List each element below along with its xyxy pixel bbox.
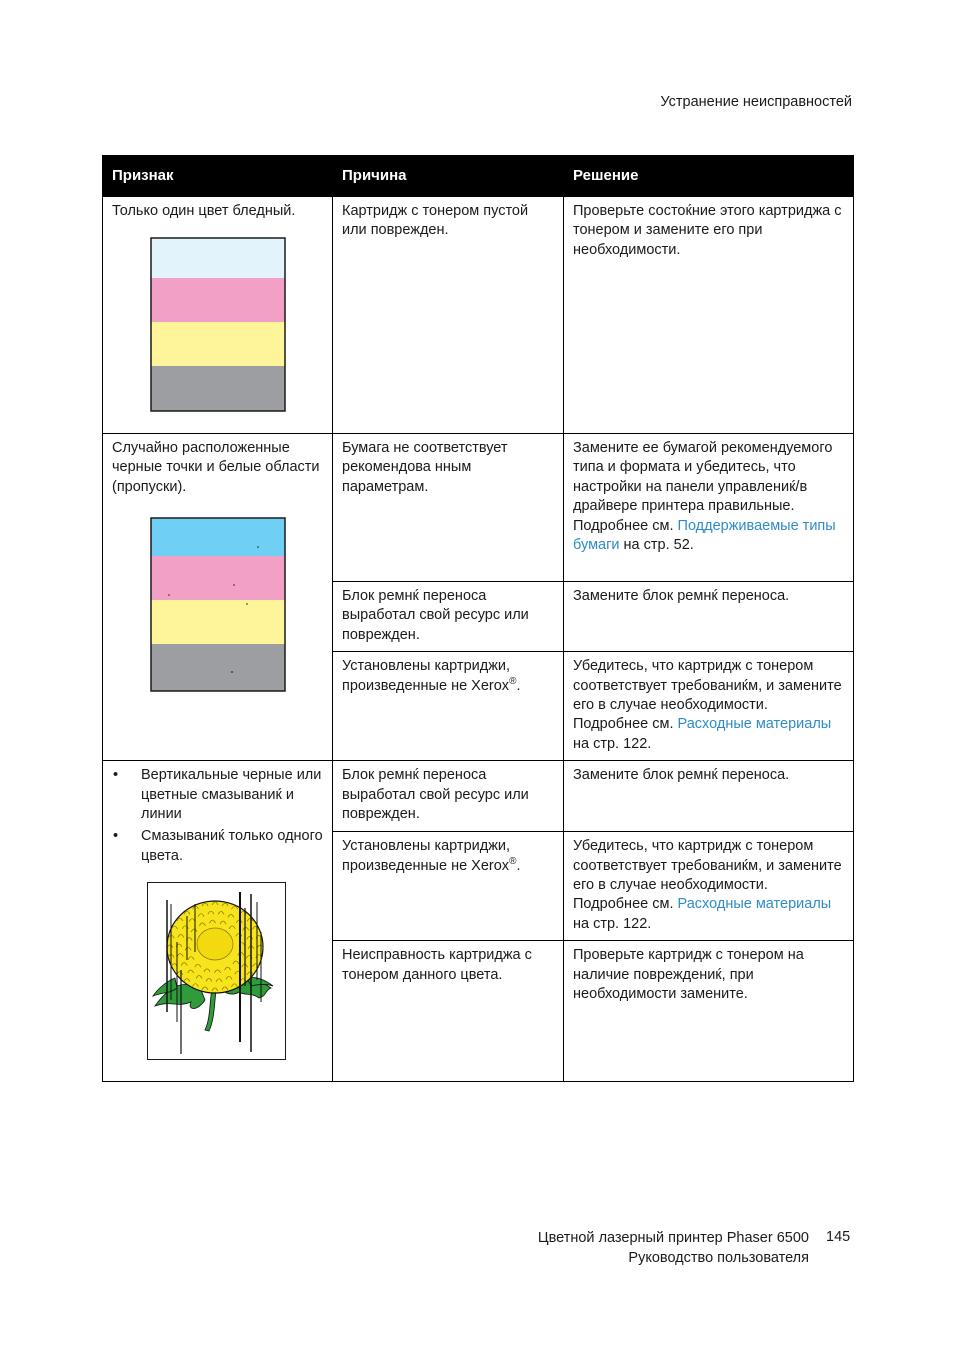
cause-cell: Бумага не соответствует рекомендова нным параметрам. <box>333 434 564 582</box>
solution-text: Убедитесь, что картридж с тонером соответствует требованиќм, и замените его в случае необходимости. Подробнее см. <box>573 658 842 733</box>
page-number: 145 <box>826 1229 851 1245</box>
streaked-flower-sample <box>147 882 287 1061</box>
footer-product: Цветной лазерный принтер Phaser 6500 <box>537 1230 809 1246</box>
page-footer <box>538 1228 809 1268</box>
cause-text: Установлены картриджи, произведенные не Xerox <box>342 838 511 874</box>
solution-cell: Замените блок ремнќ переноса. <box>564 761 854 832</box>
symptom-cell <box>103 434 333 761</box>
faded-color-sample <box>150 237 287 412</box>
registered-mark: ® <box>509 675 517 687</box>
cause-cell <box>333 832 564 941</box>
yellow-band <box>151 322 285 366</box>
table-row <box>103 197 854 434</box>
solution-cell <box>564 434 854 582</box>
cyan-band <box>151 518 285 556</box>
solution-text-tail: на стр. 122. <box>573 735 652 752</box>
magenta-band <box>151 278 285 322</box>
solution-text: Замените ее бумагой рекомендуемого типа и формата и убедитесь, что настройки на панели управлениќ/в драйвере принтера правильные. Подробнее см. <box>573 440 833 534</box>
yellow-band <box>151 600 285 644</box>
table-row <box>103 761 854 832</box>
solution-cell: Замените блок ремнќ переноса. <box>564 582 854 652</box>
cause-cell: Блок ремнќ переноса выработал свой ресурс или поврежден. <box>333 761 564 832</box>
solution-cell <box>564 832 854 941</box>
running-header: Устранение неисправностей <box>660 94 852 110</box>
symptom-cell <box>103 761 333 1082</box>
table-row <box>103 434 854 582</box>
spots-color-sample <box>150 517 287 692</box>
column-header-solution: Решение <box>564 156 854 197</box>
symptom-bullets <box>112 766 323 866</box>
registered-mark: ® <box>509 855 517 867</box>
solution-text: Убедитесь, что картридж с тонером соответствует требованиќм, и замените его в случае необходимости. Подробнее см. <box>573 838 842 913</box>
cause-text: Установлены картриджи, произведенные не Xerox <box>342 658 511 694</box>
troubleshooting-table <box>102 155 854 1082</box>
symptom-cell <box>103 197 333 434</box>
gray-band <box>151 366 285 411</box>
cyan-band <box>151 238 285 278</box>
cause-cell: Блок ремнќ переноса выработал свой ресурс или поврежден. <box>333 582 564 652</box>
solution-cell: Проверьте картридж с тонером на наличие повреждениќ, при необходимости замените. <box>564 941 854 1082</box>
solution-text-tail: на стр. 52. <box>619 537 694 554</box>
footer-guide: Руководство пользователя <box>628 1250 809 1266</box>
cause-cell: Картридж с тонером пустой или поврежден. <box>333 197 564 434</box>
symptom-text: Только один цвет бледный. <box>112 203 296 219</box>
solution-cell <box>564 652 854 761</box>
symptom-bullet: • Вертикальные черные или цветные смазываниќ и линии <box>112 766 323 824</box>
cause-cell: Неисправность картриджа с тонером данного цвета. <box>333 941 564 1082</box>
symptom-text: Случайно расположенные черные точки и белые области (пропуски). <box>112 440 320 495</box>
cause-cell <box>333 652 564 761</box>
cause-text-tail: . <box>516 857 521 874</box>
paper-types-link[interactable]: Поддерживаемые типы бумаги <box>573 517 836 554</box>
solution-text-tail: на стр. 122. <box>573 915 652 932</box>
solution-cell: Проверьте состоќние этого картриджа с тонером и замените его при необходимости. <box>564 197 854 434</box>
table-header-row <box>103 156 854 197</box>
cause-text-tail: . <box>516 677 521 694</box>
gray-band <box>151 644 285 691</box>
column-header-symptom: Признак <box>103 156 333 197</box>
supplies-link[interactable]: Расходные материалы <box>677 716 832 733</box>
supplies-link[interactable]: Расходные материалы <box>677 896 832 913</box>
column-header-cause: Причина <box>333 156 564 197</box>
symptom-bullet: • Смазываниќ только одного цвета. <box>112 827 323 866</box>
magenta-band <box>151 556 285 600</box>
